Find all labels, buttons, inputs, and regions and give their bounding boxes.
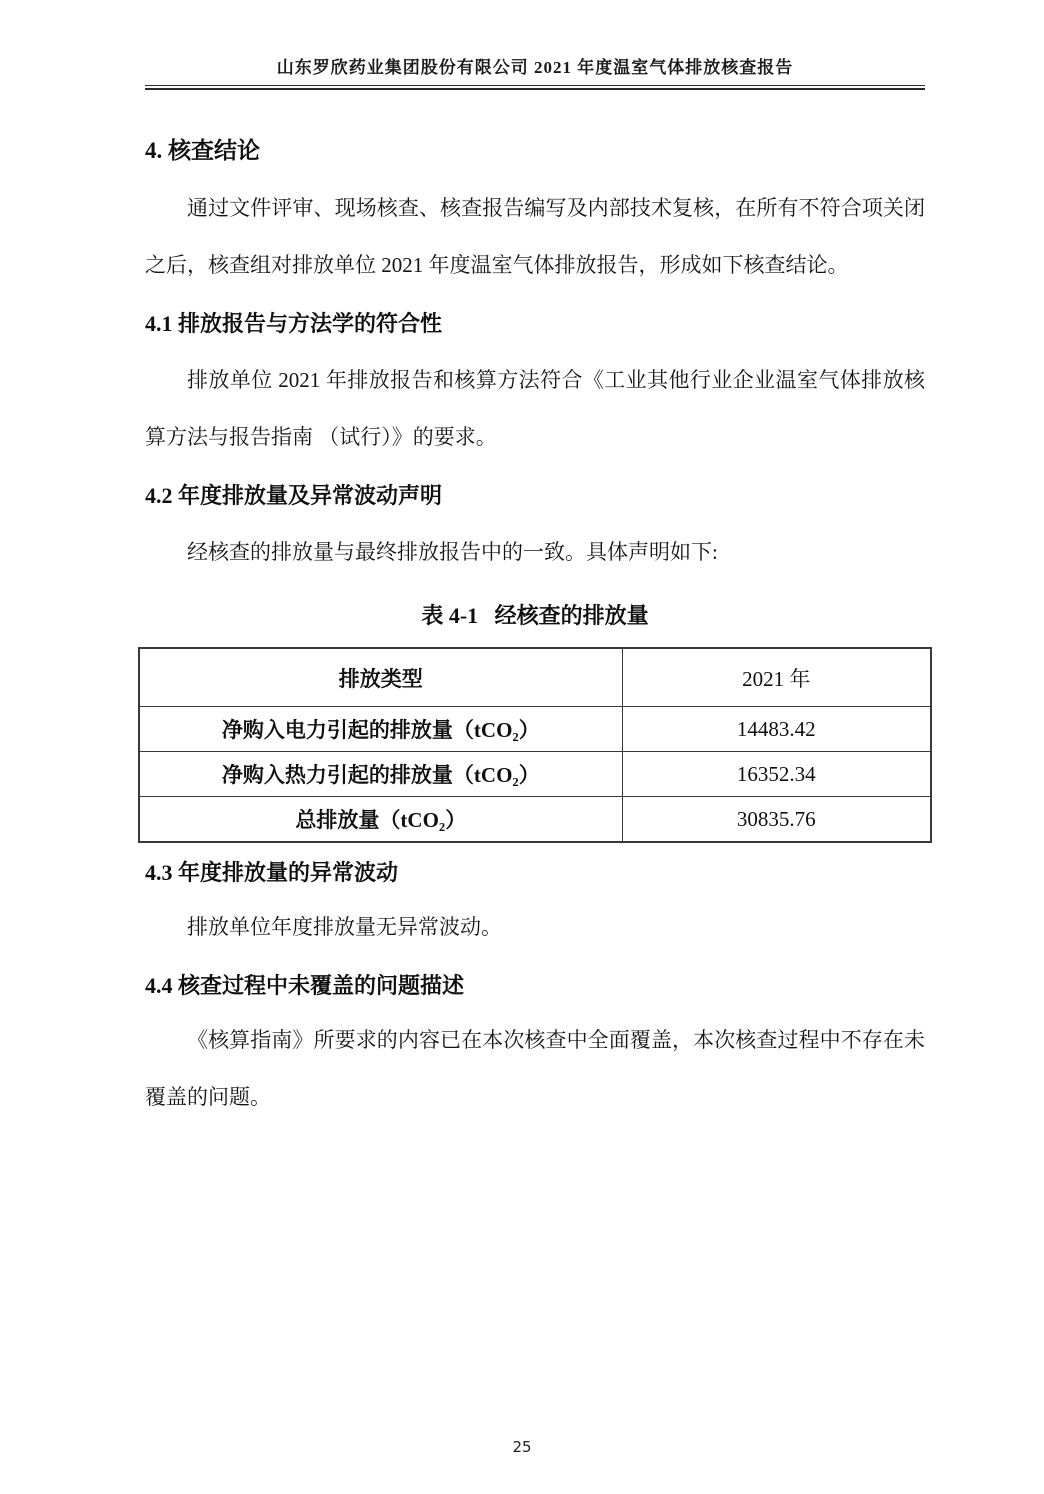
- section-heading-4-2: 4.2 年度排放量及异常波动声明: [145, 483, 443, 508]
- section-4-4-paragraph: 《核算指南》所要求的内容已在本次核查中全面覆盖，本次核查过程中不存在未覆盖的问题。: [145, 1028, 925, 1109]
- section-heading-4-3: 4.3 年度排放量的异常波动: [145, 860, 399, 885]
- row-label-electricity: 净购入电力引起的排放量（tCO₂）: [139, 707, 622, 752]
- emissions-table: [138, 647, 932, 843]
- section-heading-4-1: 4.1 排放报告与方法学的符合性: [145, 311, 443, 336]
- section-4-2-paragraph: 经核查的排放量与最终排放报告中的一致。具体声明如下:: [187, 540, 718, 564]
- row-label-total: 总排放量（tCO₂）: [139, 797, 622, 843]
- table-row: [139, 752, 931, 797]
- section-4-3-paragraph: 排放单位年度排放量无异常波动。: [187, 915, 502, 939]
- column-header-emission-type: 排放类型: [139, 648, 622, 707]
- page-header-title: 山东罗欣药业集团股份有限公司 2021 年度温室气体排放核查报告: [276, 58, 794, 77]
- section-4-paragraph: 通过文件评审、现场核查、核查报告编写及内部技术复核，在所有不符合项关闭之后，核查组对排放单位 2021 年度温室气体排放报告，形成如下核查结论。: [145, 196, 925, 277]
- header-divider: [145, 85, 925, 90]
- row-value-total: 30835.76: [622, 797, 931, 843]
- section-4-1-paragraph: 排放单位 2021 年排放报告和核算方法符合《工业其他行业企业温室气体排放核算方法与报告指南 （试行）》的要求。: [145, 368, 925, 449]
- table-4-1-caption: 表 4-1 经核查的排放量: [421, 603, 649, 628]
- table-header-row: [139, 648, 931, 707]
- table-row: [139, 707, 931, 752]
- page-number: 25: [512, 1438, 532, 1456]
- column-header-year: 2021 年: [622, 648, 931, 707]
- row-label-heat: 净购入热力引起的排放量（tCO₂）: [139, 752, 622, 797]
- row-value-electricity: 14483.42: [622, 707, 931, 752]
- section-heading-4: 4. 核查结论: [145, 138, 260, 163]
- row-value-heat: 16352.34: [622, 752, 931, 797]
- page-content: [145, 56, 925, 1126]
- section-heading-4-4: 4.4 核查过程中未覆盖的问题描述: [145, 973, 465, 998]
- table-row: [139, 797, 931, 843]
